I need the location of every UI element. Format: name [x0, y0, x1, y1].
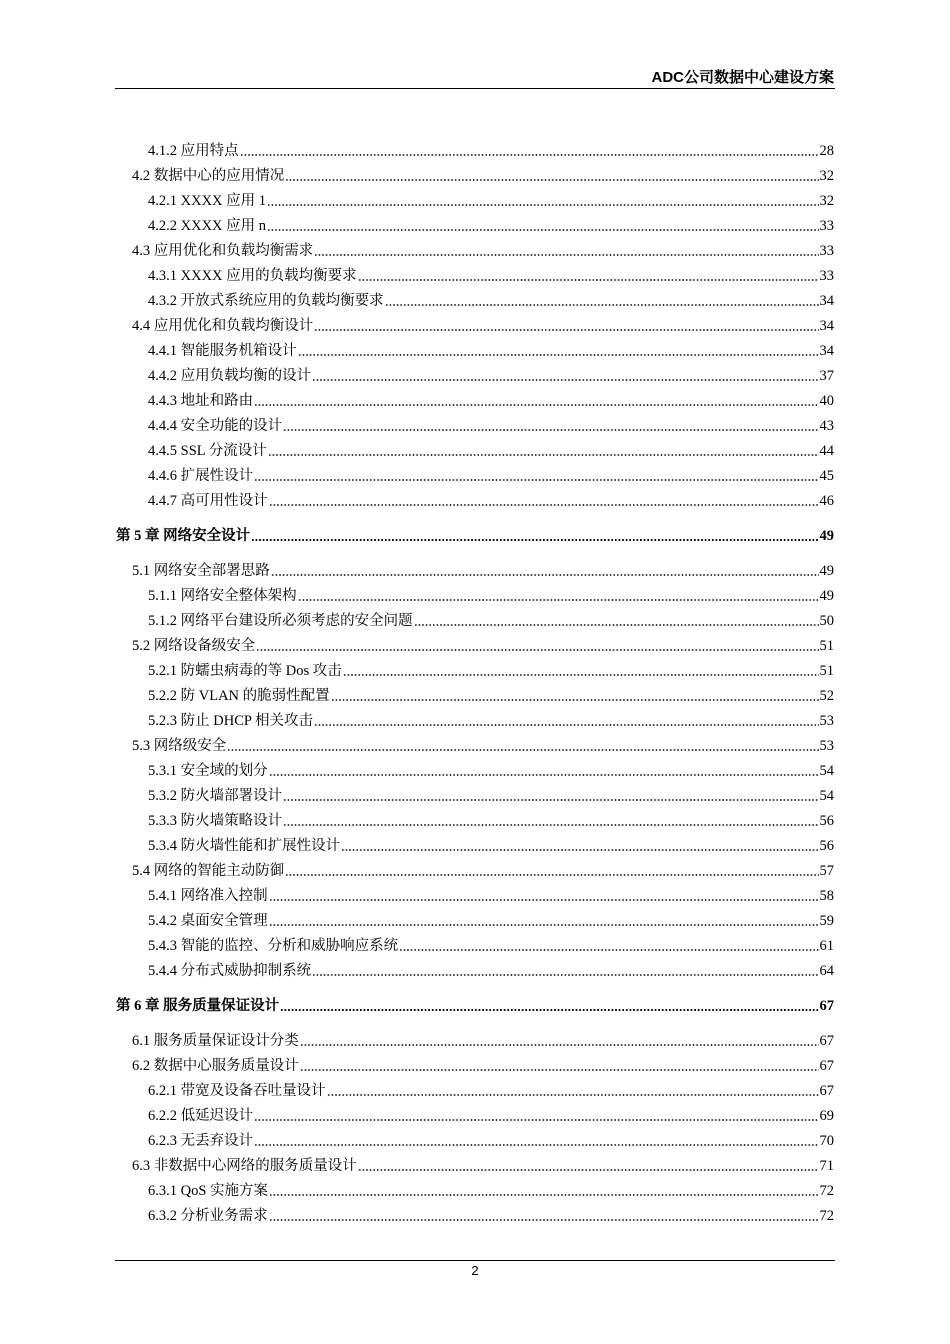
toc-dot-leader [285, 179, 818, 181]
toc-dot-leader [385, 304, 819, 306]
toc-entry-page-number: 28 [819, 143, 834, 159]
toc-entry-title: 4.4 应用优化和负载均衡设计 [132, 318, 314, 334]
toc-entry-title: 4.3 应用优化和负载均衡需求 [132, 243, 314, 259]
toc-entry-title: 4.4.4 安全功能的设计 [148, 418, 283, 434]
toc-dot-leader [314, 724, 818, 726]
toc-dot-leader [312, 974, 818, 976]
toc-dot-leader [256, 649, 818, 651]
toc-dot-leader [240, 154, 819, 156]
toc-subsection-entry[interactable] [148, 465, 834, 485]
toc-subsection-entry[interactable] [148, 785, 834, 805]
toc-subsection-entry[interactable] [148, 760, 834, 780]
toc-entry-title: 5.4 网络的智能主动防御 [132, 863, 285, 879]
toc-dot-leader [254, 404, 818, 406]
toc-subsection-entry[interactable] [148, 290, 834, 310]
toc-dot-leader [399, 949, 818, 951]
toc-entry-page-number: 67 [819, 998, 834, 1014]
toc-dot-leader [298, 354, 819, 356]
toc-entry-page-number: 45 [819, 468, 834, 484]
toc-entry-page-number: 49 [819, 528, 834, 544]
toc-entry-title: 5.1.1 网络安全整体架构 [148, 588, 297, 604]
toc-entry-page-number: 40 [819, 393, 834, 409]
toc-dot-leader [269, 1219, 819, 1221]
toc-subsection-entry[interactable] [148, 660, 834, 680]
toc-dot-leader [283, 429, 818, 431]
toc-entry-page-number: 64 [819, 963, 834, 979]
toc-entry-title: 6.1 服务质量保证设计分类 [132, 1033, 299, 1049]
toc-entry-page-number: 49 [819, 588, 834, 604]
toc-entry-page-number: 53 [819, 738, 834, 754]
toc-subsection-entry[interactable] [148, 340, 834, 360]
toc-dot-leader [312, 379, 818, 381]
toc-entry-page-number: 72 [819, 1183, 834, 1199]
toc-entry-page-number: 51 [819, 638, 834, 654]
toc-entry-title: 第 5 章 网络安全设计 [116, 528, 251, 544]
toc-entry-title: 4.2 数据中心的应用情况 [132, 168, 285, 184]
toc-entry-title: 6.2 数据中心服务质量设计 [132, 1058, 299, 1074]
toc-subsection-entry[interactable] [148, 190, 834, 210]
toc-subsection-entry[interactable] [148, 1130, 834, 1150]
toc-dot-leader [254, 1119, 818, 1121]
toc-entry-title: 4.3.1 XXXX 应用的负载均衡要求 [148, 268, 357, 284]
toc-entry-title: 6.2.3 无丢弃设计 [148, 1133, 254, 1149]
toc-entry-title: 5.3.2 防火墙部署设计 [148, 788, 283, 804]
document-title: ADC公司数据中心建设方案 [651, 69, 834, 86]
toc-subsection-entry[interactable] [148, 440, 834, 460]
toc-entry-title: 5.3.1 安全域的划分 [148, 763, 268, 779]
toc-dot-leader [269, 504, 819, 506]
footer-divider [115, 1260, 835, 1261]
toc-dot-leader [269, 774, 819, 776]
toc-entry-page-number: 34 [819, 343, 834, 359]
toc-subsection-entry[interactable] [148, 140, 834, 160]
toc-subsection-entry[interactable] [148, 1105, 834, 1125]
toc-entry-page-number: 67 [819, 1033, 834, 1049]
toc-section-entry[interactable] [132, 860, 834, 880]
toc-entry-title: 4.4.3 地址和路由 [148, 393, 254, 409]
toc-entry-page-number: 44 [819, 443, 834, 459]
toc-subsection-entry[interactable] [148, 1180, 834, 1200]
toc-entry-title: 4.4.5 SSL 分流设计 [148, 443, 267, 459]
toc-entry-title: 5.2 网络设备级安全 [132, 638, 256, 654]
toc-entry-title: 5.3.4 防火墙性能和扩展性设计 [148, 838, 341, 854]
toc-dot-leader [268, 454, 819, 456]
toc-entry-page-number: 71 [819, 1158, 834, 1174]
toc-entry-page-number: 34 [819, 293, 834, 309]
toc-subsection-entry[interactable] [148, 415, 834, 435]
toc-entry-title: 6.2.1 带宽及设备吞吐量设计 [148, 1083, 326, 1099]
toc-entry-title: 5.2.2 防 VLAN 的脆弱性配置 [148, 688, 330, 704]
toc-subsection-entry[interactable] [148, 710, 834, 730]
toc-entry-page-number: 56 [819, 838, 834, 854]
toc-subsection-entry[interactable] [148, 585, 834, 605]
toc-subsection-entry[interactable] [148, 1080, 834, 1100]
toc-chapter-entry[interactable] [116, 995, 834, 1015]
toc-dot-leader [300, 1044, 819, 1046]
toc-dot-leader [283, 824, 818, 826]
toc-entry-page-number: 32 [819, 168, 834, 184]
toc-entry-title: 第 6 章 服务质量保证设计 [116, 998, 280, 1014]
toc-entry-page-number: 54 [819, 763, 834, 779]
toc-subsection-entry[interactable] [148, 265, 834, 285]
toc-dot-leader [254, 479, 818, 481]
toc-chapter-entry[interactable] [116, 525, 834, 545]
toc-entry-title: 6.2.2 低延迟设计 [148, 1108, 254, 1124]
toc-dot-leader [251, 539, 818, 541]
toc-entry-page-number: 72 [819, 1208, 834, 1224]
toc-subsection-entry[interactable] [148, 810, 834, 830]
toc-subsection-entry[interactable] [148, 215, 834, 235]
toc-entry-title: 5.4.3 智能的监控、分析和威胁响应系统 [148, 938, 399, 954]
toc-dot-leader [285, 874, 818, 876]
toc-entry-title: 6.3.1 QoS 实施方案 [148, 1183, 269, 1199]
toc-subsection-entry[interactable] [148, 910, 834, 930]
toc-entry-title: 4.1.2 应用特点 [148, 143, 239, 159]
toc-dot-leader [358, 1169, 819, 1171]
toc-dot-leader [343, 674, 819, 676]
toc-dot-leader [254, 1144, 818, 1146]
toc-dot-leader [283, 799, 818, 801]
toc-entry-title: 4.4.7 高可用性设计 [148, 493, 268, 509]
toc-dot-leader [300, 1069, 819, 1071]
toc-section-entry[interactable] [132, 240, 834, 260]
toc-entry-page-number: 51 [819, 663, 834, 679]
toc-subsection-entry[interactable] [148, 685, 834, 705]
toc-subsection-entry[interactable] [148, 610, 834, 630]
toc-entry-page-number: 70 [819, 1133, 834, 1149]
toc-section-entry[interactable] [132, 315, 834, 335]
toc-section-entry[interactable] [132, 560, 834, 580]
toc-entry-page-number: 57 [819, 863, 834, 879]
toc-entry-page-number: 52 [819, 688, 834, 704]
toc-subsection-entry[interactable] [148, 365, 834, 385]
toc-entry-title: 5.3 网络级安全 [132, 738, 227, 754]
toc-section-entry[interactable] [132, 1030, 834, 1050]
toc-dot-leader [271, 574, 819, 576]
toc-entry-page-number: 56 [819, 813, 834, 829]
toc-entry-title: 5.1.2 网络平台建设所必须考虑的安全问题 [148, 613, 413, 629]
toc-entry-page-number: 33 [819, 243, 834, 259]
toc-dot-leader [280, 1009, 818, 1011]
toc-dot-leader [227, 749, 818, 751]
toc-entry-page-number: 34 [819, 318, 834, 334]
toc-entry-title: 5.2.3 防止 DHCP 相关攻击 [148, 713, 314, 729]
toc-entry-title: 4.2.2 XXXX 应用 n [148, 218, 267, 234]
toc-entry-title: 4.2.1 XXXX 应用 1 [148, 193, 267, 209]
toc-entry-title: 6.3 非数据中心网络的服务质量设计 [132, 1158, 357, 1174]
toc-entry-page-number: 32 [819, 193, 834, 209]
toc-entry-page-number: 43 [819, 418, 834, 434]
toc-dot-leader [269, 899, 819, 901]
toc-entry-title: 5.2.1 防蠕虫病毒的等 Dos 攻击 [148, 663, 342, 679]
toc-dot-leader [331, 699, 819, 701]
toc-entry-page-number: 53 [819, 713, 834, 729]
toc-entry-page-number: 33 [819, 218, 834, 234]
toc-entry-page-number: 61 [819, 938, 834, 954]
toc-dot-leader [267, 229, 818, 231]
toc-entry-title: 5.4.2 桌面安全管理 [148, 913, 268, 929]
toc-entry-title: 4.3.2 开放式系统应用的负载均衡要求 [148, 293, 384, 309]
page-number: 2 [471, 1263, 479, 1278]
toc-entry-title: 4.4.1 智能服务机箱设计 [148, 343, 297, 359]
toc-section-entry[interactable] [132, 1155, 834, 1175]
toc-dot-leader [327, 1094, 819, 1096]
toc-subsection-entry[interactable] [148, 960, 834, 980]
toc-entry-page-number: 46 [819, 493, 834, 509]
toc-section-entry[interactable] [132, 1055, 834, 1075]
toc-entry-page-number: 37 [819, 368, 834, 384]
toc-dot-leader [314, 254, 818, 256]
toc-dot-leader [269, 1194, 818, 1196]
toc-dot-leader [298, 599, 819, 601]
toc-dot-leader [267, 204, 818, 206]
toc-entry-page-number: 67 [819, 1083, 834, 1099]
toc-subsection-entry[interactable] [148, 835, 834, 855]
toc-entry-page-number: 50 [819, 613, 834, 629]
toc-dot-leader [269, 924, 819, 926]
toc-entry-title: 5.1 网络安全部署思路 [132, 563, 270, 579]
toc-entry-title: 4.4.2 应用负载均衡的设计 [148, 368, 312, 384]
toc-dot-leader [358, 279, 819, 281]
toc-entry-page-number: 58 [819, 888, 834, 904]
toc-entry-page-number: 67 [819, 1058, 834, 1074]
toc-entry-title: 5.3.3 防火墙策略设计 [148, 813, 283, 829]
toc-dot-leader [341, 849, 818, 851]
toc-dot-leader [414, 624, 819, 626]
toc-subsection-entry[interactable] [148, 390, 834, 410]
toc-section-entry[interactable] [132, 165, 834, 185]
toc-section-entry[interactable] [132, 735, 834, 755]
toc-subsection-entry[interactable] [148, 490, 834, 510]
toc-section-entry[interactable] [132, 635, 834, 655]
toc-entry-title: 6.3.2 分析业务需求 [148, 1208, 268, 1224]
toc-subsection-entry[interactable] [148, 1205, 834, 1225]
toc-entry-title: 5.4.4 分布式威胁抑制系统 [148, 963, 312, 979]
toc-entry-page-number: 54 [819, 788, 834, 804]
toc-entry-title: 5.4.1 网络准入控制 [148, 888, 268, 904]
toc-entry-page-number: 49 [819, 563, 834, 579]
toc-entry-page-number: 59 [819, 913, 834, 929]
toc-subsection-entry[interactable] [148, 935, 834, 955]
toc-entry-page-number: 69 [819, 1108, 834, 1124]
toc-entry-page-number: 33 [819, 268, 834, 284]
toc-subsection-entry[interactable] [148, 885, 834, 905]
toc-dot-leader [314, 329, 818, 331]
toc-entry-title: 4.4.6 扩展性设计 [148, 468, 254, 484]
